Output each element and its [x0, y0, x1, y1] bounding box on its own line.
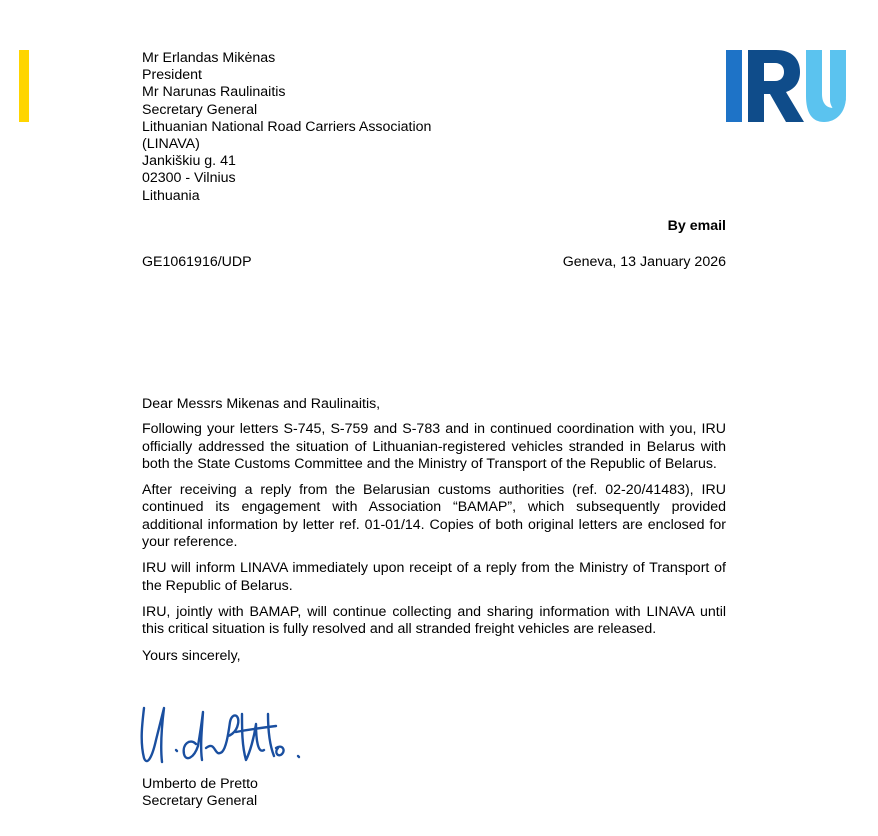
paragraph: IRU, jointly with BAMAP, will continue collecting and sharing information with LINAVA until this critical situation is fully resolved and all stranded freight vehicles are released. — [142, 603, 726, 638]
logo-letter-u-right — [830, 50, 846, 118]
logo-letter-i — [726, 50, 742, 122]
recipient-line: President — [142, 67, 202, 84]
recipient-line: Lithuanian National Road Carriers Association — [142, 118, 432, 135]
accent-yellow-bar — [19, 50, 29, 122]
recipient-line: 02300 - Vilnius — [142, 170, 236, 187]
recipient-line: Lithuania — [142, 187, 200, 204]
recipient-line: Mr Erlandas Mikėnas — [142, 50, 276, 66]
recipient-line: Jankiškiu g. 41 — [142, 153, 236, 170]
closing: Yours sincerely, — [142, 647, 241, 664]
letter-body — [142, 396, 726, 674]
signer-name: Umberto de Pretto — [142, 776, 258, 792]
salutation: Dear Messrs Mikenas and Raulinaitis, — [142, 396, 381, 412]
reference-number: GE1061916/UDP — [142, 254, 252, 270]
delivery-method: By email — [667, 218, 726, 234]
signer-block — [142, 776, 258, 810]
logo-letter-r — [748, 50, 804, 122]
handwritten-signature-icon — [136, 700, 311, 772]
recipient-line: Mr Narunas Raulinaitis — [142, 84, 286, 101]
recipient-address — [142, 50, 431, 205]
paragraph: IRU will inform LINAVA immediately upon receipt of a reply from the Ministry of Transport of the Republic of Belarus. — [142, 560, 726, 594]
signer-title: Secretary General — [142, 793, 258, 810]
paragraph: After receiving a reply from the Belarusian customs authorities (ref. 02-20/41483), IRU continued its engagement with Association “BAMAP”, which subsequently provided additional information by letter ref. 01-01/14. Copies of both original letters are enclosed for your reference. — [142, 482, 726, 551]
paragraph: Following your letters S-745, S-759 and S-783 and in continued coordination with you, IRU officially addressed the situation of Lithuanian-registered vehicles stranded in Belarus with both the State Customs Committee and the Ministry of Transport of the Republic of Belarus. — [142, 421, 726, 472]
recipient-line: Secretary General — [142, 101, 258, 118]
iru-logo-icon — [726, 50, 846, 122]
place-date: Geneva, 13 January 2026 — [562, 254, 726, 270]
recipient-line: (LINAVA) — [142, 136, 200, 153]
